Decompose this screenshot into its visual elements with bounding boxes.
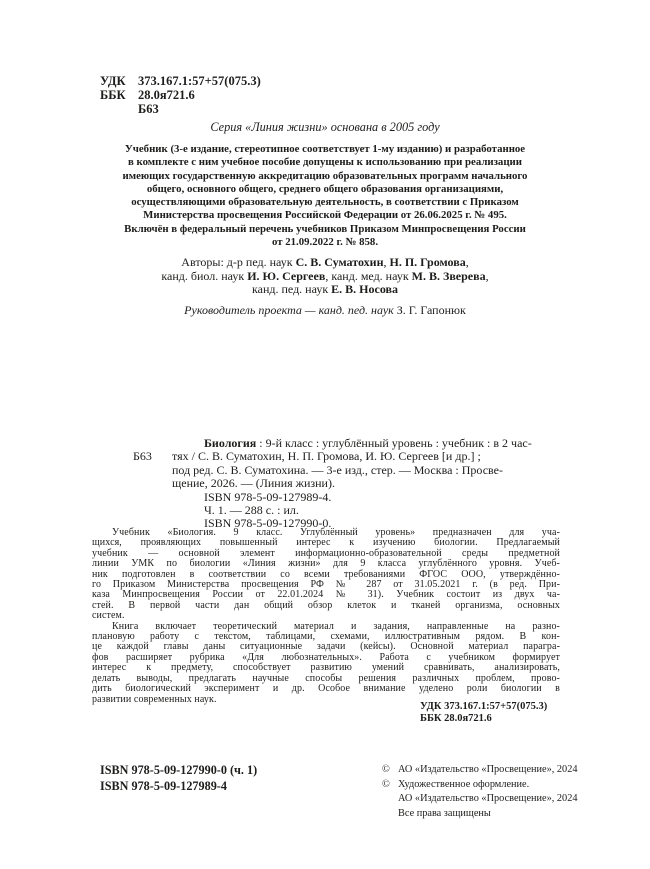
text-line: Книга включает теоретический материал и задания, направленные на разно- (112, 620, 560, 632)
copyright-text: АО «Издательство «Просвещение», 2024 (398, 793, 578, 805)
text-line: плановую работу с текстом, таблицами, схемами, иллюстративным рядом. В кон- (92, 631, 560, 643)
top-classification-codes (100, 74, 261, 116)
text-line: учебник — основной элемент информационно-образовательной среды предметной (92, 547, 560, 559)
authors-block (90, 256, 560, 297)
isbn-block (100, 762, 257, 794)
text-line: це каждой главы даны ситуационные задачи (кейсы). Основной материал парагра- (92, 641, 560, 653)
text-line: ISBN 978-5-09-127989-4. (204, 489, 332, 504)
text-line: го Приказом Министерства просвещения РФ № 287 от 31.05.2021 г. (в ред. При- (92, 579, 560, 591)
bbk-label: ББК (100, 88, 126, 102)
copyright-text: Все права защищены (398, 807, 491, 819)
copyright-row (382, 792, 578, 807)
text-line: Учебник (3-е издание, стереотипное соответствует 1-му изданию) и разработанное (124, 143, 526, 155)
text-line: систем. (92, 610, 125, 622)
isbn-line-2: ISBN 978-5-09-127989-4 (100, 779, 227, 793)
copyright-row (382, 807, 578, 822)
text-line: Включён в федеральный перечень учебников Приказом Минпросвещения России (124, 222, 526, 235)
catalog-card-body (172, 437, 564, 531)
udk-row (100, 74, 261, 88)
copyright-row (382, 763, 578, 778)
copyright-row (382, 778, 578, 793)
text-line: от 21.09.2022 г. № 858. (271, 236, 379, 249)
text-line: линии УМК по биологии «Линия жизни» для 9 класса углублённого уровня. Учеб- (92, 558, 560, 570)
text-line: стей. В первой части дан общий обзор клеток и тканей организма, основных (92, 599, 560, 611)
project-leader-line (90, 304, 560, 318)
copyright-text: Художественное оформление. (398, 778, 530, 790)
copyright-symbol: © (382, 778, 390, 790)
text-line: канд. биол. наук И. Ю. Сергеев, канд. мед. наук М. В. Зверева, (161, 268, 489, 283)
annotation-block (92, 528, 560, 705)
bbk-value: 28.0я721.6 (138, 88, 195, 102)
annotation-paragraph-1 (92, 528, 560, 622)
text-line: Биология : 9-й класс : углублённый уровень : учебник : в 2 час- (204, 436, 532, 450)
copyright-text: АО «Издательство «Просвещение», 2024 (398, 764, 578, 775)
bottom-bbk: ББК 28.0я721.6 (420, 712, 492, 724)
text-line: общего, основного общего, среднего общего образования организациями, (146, 182, 504, 195)
text-line: Авторы: д-р пед. наук С. В. Суматохин, Н. П. Громова, (181, 255, 469, 269)
text-line: Ч. 1. — 288 с. : ил. (204, 503, 299, 518)
author-sign-row (100, 102, 261, 116)
text-line: фов расширяет рубрика «Для любознательных». Работа с учебником формирует (92, 651, 560, 663)
catalog-author-sign: Б63 (133, 449, 152, 464)
annotation-paragraph-2 (92, 622, 560, 705)
text-line: под ред. С. В. Суматохина. — 3-е изд., стер. — Москва : Просве- (172, 462, 503, 477)
text-line: щение, 2026. — (Линия жизни). (172, 476, 335, 491)
text-line: Руководитель проекта — канд. пед. наук З. Г. Гапонюк (184, 303, 466, 317)
text-line: в комплекте с ним учебное пособие допущены к использованию при реализации (128, 156, 522, 169)
bbk-row (100, 88, 261, 102)
text-line: дить биологический эксперимент и др. Особое внимание уделено роли биологии в (92, 683, 560, 695)
isbn-line-1: ISBN 978-5-09-127990-0 (ч. 1) (100, 763, 258, 777)
text-line: развитии современных наук. (92, 693, 217, 705)
text-line: канд. пед. наук Е. В. Носова (251, 282, 399, 297)
approval-paragraph (90, 143, 560, 249)
catalog-card (133, 437, 564, 531)
copyright-block (382, 763, 578, 821)
author-sign: Б63 (138, 102, 159, 116)
text-line: делать выводы, предлагать научные способы решения различных проблем, прово- (92, 672, 560, 684)
text-line: тях / С. В. Суматохин, Н. П. Громова, И. Ю. Сергеев [и др.] ; (172, 449, 481, 464)
text-line: осуществляющими образовательную деятельность, в соответствии с Приказом (131, 196, 519, 209)
bottom-udk: УДК 373.167.1:57+57(075.3) (420, 701, 548, 712)
text-line: интерес к предмету, способствует развитию умений сравнивать, анализировать, (92, 662, 560, 674)
text-line: ISBN 978-5-09-127990-0. (204, 516, 332, 531)
text-line: щихся, проявляющих повышенный интерес к изучению биологии. Предлагаемый (92, 537, 560, 549)
text-line: ник подготовлен в соответствии со всеми требованиями ФГОС ООО, утверждённо- (92, 568, 560, 580)
text-line: Учебник «Биология. 9 класс. Углублённый уровень» предназначен для уча- (112, 527, 560, 538)
text-line: Министерства просвещения Российской Федерации от 26.06.2025 г. № 495. (143, 209, 507, 222)
udk-label: УДК (100, 74, 126, 88)
bottom-classification-codes (420, 701, 547, 725)
udk-value: 373.167.1:57+57(075.3) (138, 74, 261, 88)
series-note: Серия «Линия жизни» основана в 2005 году (210, 120, 440, 134)
copyright-symbol: © (382, 764, 390, 775)
text-line: каза Минпросвещения России от 22.01.2024 № 31). Учебник состоит из двух ча- (92, 589, 560, 601)
text-line: имеющих государственную аккредитацию образовательных программ начального (122, 169, 528, 182)
